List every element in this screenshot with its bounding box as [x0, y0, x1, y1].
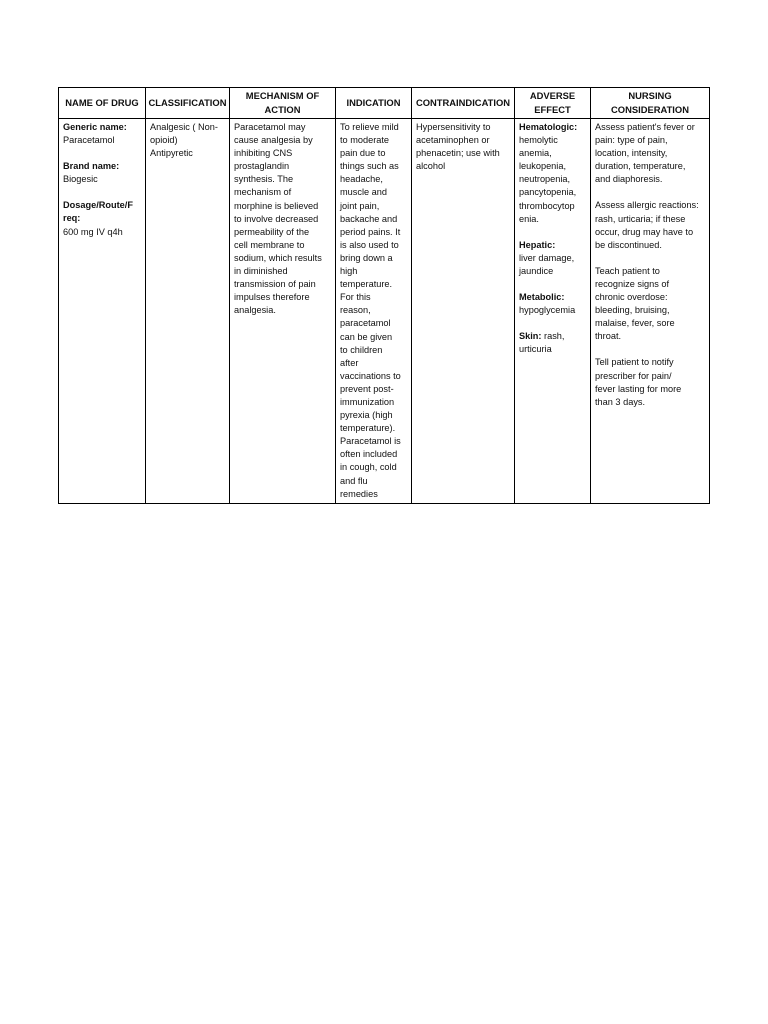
cell-mechanism-of-action — [230, 119, 336, 504]
mechanism-text: Paracetamol may cause analgesia by inhibiting CNS prostaglandin synthesis. The mechanism of morphine is believed to involve decreased permeability of the cell membrane to sodium, which results in diminished transmission of pain impulses therefore analgesia. — [234, 122, 322, 316]
cell-name-of-drug — [59, 119, 146, 504]
generic-name-label: Generic name: — [63, 122, 127, 132]
generic-name-value: Paracetamol — [63, 135, 115, 146]
brand-name-label: Brand name: — [63, 161, 120, 172]
nursing-item-fever-assessment: Assess patient's fever or pain: type of pain, location, intensity, duration, temperature, and diaphoresis. — [595, 122, 695, 185]
header-row — [59, 88, 710, 119]
header-mechanism-of-action: MECHANISM OF ACTION — [230, 88, 336, 119]
cell-indication — [336, 119, 412, 504]
metabolic-value: hypoglycemia — [519, 305, 576, 316]
cell-nursing-consideration — [591, 119, 710, 504]
header-name-of-drug: NAME OF DRUG — [59, 88, 146, 119]
dosage-label: Dosage/Route/F req: — [63, 200, 133, 224]
hepatic-value: liver damage, jaundice — [519, 252, 575, 276]
classification-text: Analgesic ( Non- opioid) Antipyretic — [150, 122, 218, 159]
cell-classification — [146, 119, 230, 504]
hepatic-label: Hepatic: — [519, 239, 556, 250]
nursing-item-allergic-reactions: Assess allergic reactions: rash, urticaria; if these occur, drug may have to be discontinued. — [595, 200, 699, 250]
nursing-item-overdose-teaching: Teach patient to recognize signs of chronic overdose: bleeding, bruising, malaise, fever, sore throat. — [595, 265, 675, 342]
cell-adverse-effect — [515, 119, 591, 504]
metabolic-label: Metabolic: — [519, 292, 565, 303]
hematologic-label: Hematologic: — [519, 122, 578, 132]
header-adverse-effect: ADVERSE EFFECT — [515, 88, 591, 119]
header-contraindication: CONTRAINDICATION — [412, 88, 515, 119]
header-indication: INDICATION — [336, 88, 412, 119]
header-classification: CLASSIFICATION — [146, 88, 230, 119]
nursing-item-notify-prescriber: Tell patient to notify prescriber for pain/ fever lasting for more than 3 days. — [595, 357, 682, 407]
drug-study-table — [58, 87, 710, 504]
brand-name-value: Biogesic — [63, 174, 98, 185]
header-nursing-consideration: NURSING CONSIDERATION — [591, 88, 710, 119]
contraindication-text: Hypersensitivity to acetaminophen or phenacetin; use with alcohol — [416, 122, 500, 172]
hematologic-value: hemolytic anemia, leukopenia, neutropenia, pancytopenia, thrombocytop enia. — [519, 135, 577, 224]
dosage-value: 600 mg IV q4h — [63, 226, 123, 237]
skin-value: rash, urticuria — [519, 331, 565, 355]
skin-label: Skin: — [519, 331, 542, 342]
cell-contraindication — [412, 119, 515, 504]
table-row — [59, 119, 710, 504]
indication-text: To relieve mild to moderate pain due to things such as headache, muscle and joint pain, backache and period pains. It is also used to bring down a high temperature. For this reason, paracetamol can be given to children after vaccinations to prevent post- immunization pyrexia (high temperature). Paracetamol is often included in cough, cold and flu remedies — [340, 122, 401, 499]
